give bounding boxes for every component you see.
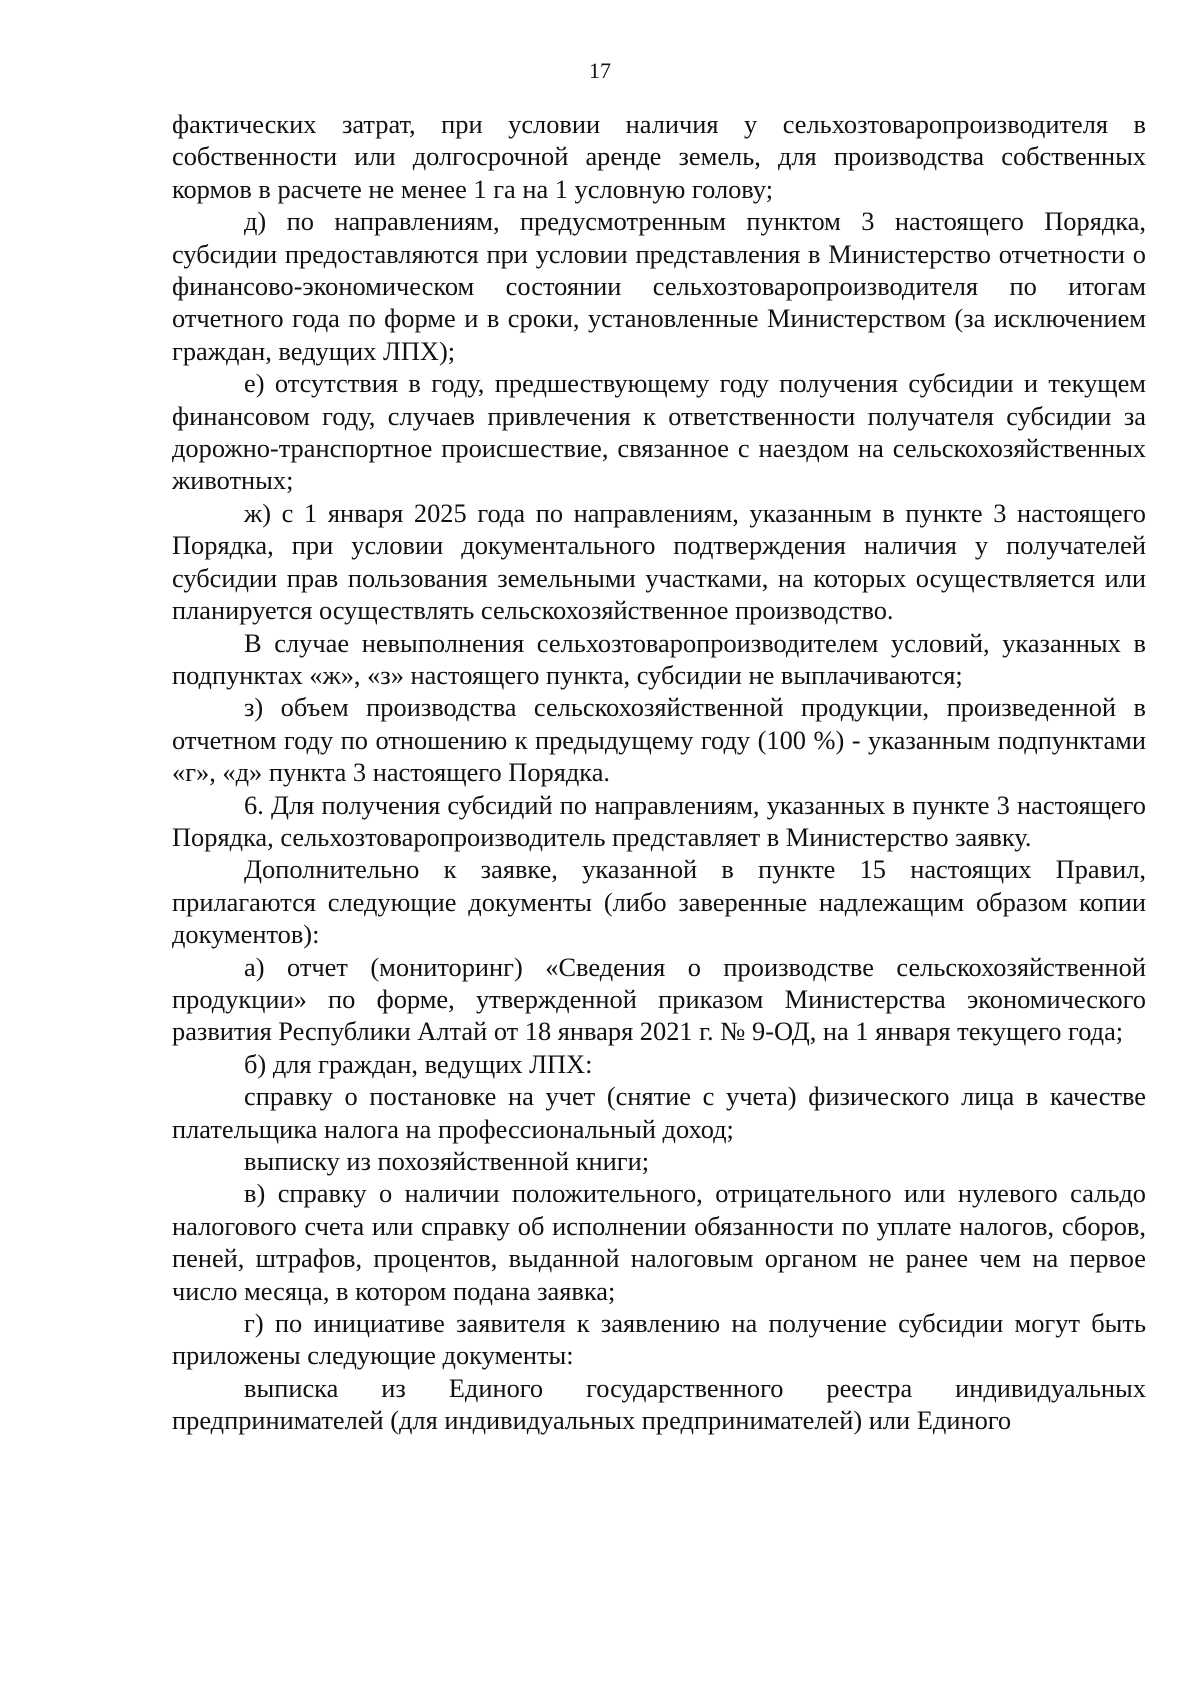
paragraph-item-v: в) справку о наличии положительного, отрицательного или нулевого сальдо налогового счета или справку об исполнении обязанности по уплате налогов, сборов, пеней, штрафов, процентов, выданной налоговым органом не ранее чем на первое число месяца, в котором подана заявка; xyxy=(172,1178,1146,1306)
paragraph-item-z: з) объем производства сельскохозяйственной продукции, произведенной в отчетном году по отношению к предыдущему году (100 %) - указанным подпунктами «г», «д» пункта 3 настоящего Порядка. xyxy=(172,692,1146,788)
paragraph-register-extract: выписка из Единого государственного реестра индивидуальных предпринимателей (для индивидуальных предпринимателей) или Единого xyxy=(172,1372,1146,1436)
paragraph-item-zh: ж) с 1 января 2025 года по направлениям, указанным в пункте 3 настоящего Порядка, при условии документального подтверждения наличия у получателей субсидии прав пользования земельными участками, на которых осуществляется или планируется осуществлять сельскохозяйственное производство. xyxy=(172,497,1146,626)
paragraph-item-d: д) по направлениям, предусмотренным пунктом 3 настоящего Порядка, субсидии предоставляются при условии представления в Министерство отчетности о финансово-экономическом состоянии сельхозтоваропроизводителя по итогам отчетного года по форме и в сроки, установленные Министерством (за исключением граждан, ведущих ЛПХ); xyxy=(172,206,1146,366)
paragraph-item-e: е) отсутствия в году, предшествующему году получения субсидии и текущем финансовом году, случаев привлечения к ответственности получателя субсидии за дорожно-транспортное происшествие, связанное с наездом на сельскохозяйственных животных; xyxy=(172,368,1146,496)
page-number: 17 xyxy=(589,58,611,83)
paragraph-additional-documents: Дополнительно к заявке, указанной в пункте 15 настоящих Правил, прилагаются следующие документы (либо заверенные надлежащим образом копии документов): xyxy=(172,854,1146,950)
paragraph-item-a: а) отчет (мониторинг) «Сведения о производстве сельскохозяйственной продукции» по форме, утвержденной приказом Министерства экономического развития Республики Алтай от 18 января 2021 г. № 9-ОД, на 1 января текущего года; xyxy=(172,951,1146,1047)
paragraph-item-g: г) по инициативе заявителя к заявлению на получение субсидии могут быть приложены следующие документы: xyxy=(172,1308,1146,1371)
paragraph-household-book-extract: выписку из похозяйственной книги; xyxy=(244,1146,650,1176)
document-body xyxy=(172,108,1146,1437)
paragraph-tax-registration-certificate: справку о постановке на учет (снятие с учета) физического лица в качестве плательщика налога на профессиональный доход; xyxy=(172,1081,1146,1144)
paragraph-nonfulfillment: В случае невыполнения сельхозтоваропроизводителем условий, указанных в подпунктах «ж», «з» настоящего пункта, субсидии не выплачиваются; xyxy=(172,627,1146,690)
paragraph-continuation: фактических затрат, при условии наличия у сельхозтоваропроизводителя в собственности или долгосрочной аренде земель, для производства собственных кормов в расчете не менее 1 га на 1 условную голову; xyxy=(172,109,1146,204)
paragraph-item-b: б) для граждан, ведущих ЛПХ: xyxy=(244,1048,593,1079)
paragraph-clause-6: 6. Для получения субсидий по направлениям, указанных в пункте 3 настоящего Порядка, сельхозтоваропроизводитель представляет в Министерство заявку. xyxy=(172,789,1146,852)
